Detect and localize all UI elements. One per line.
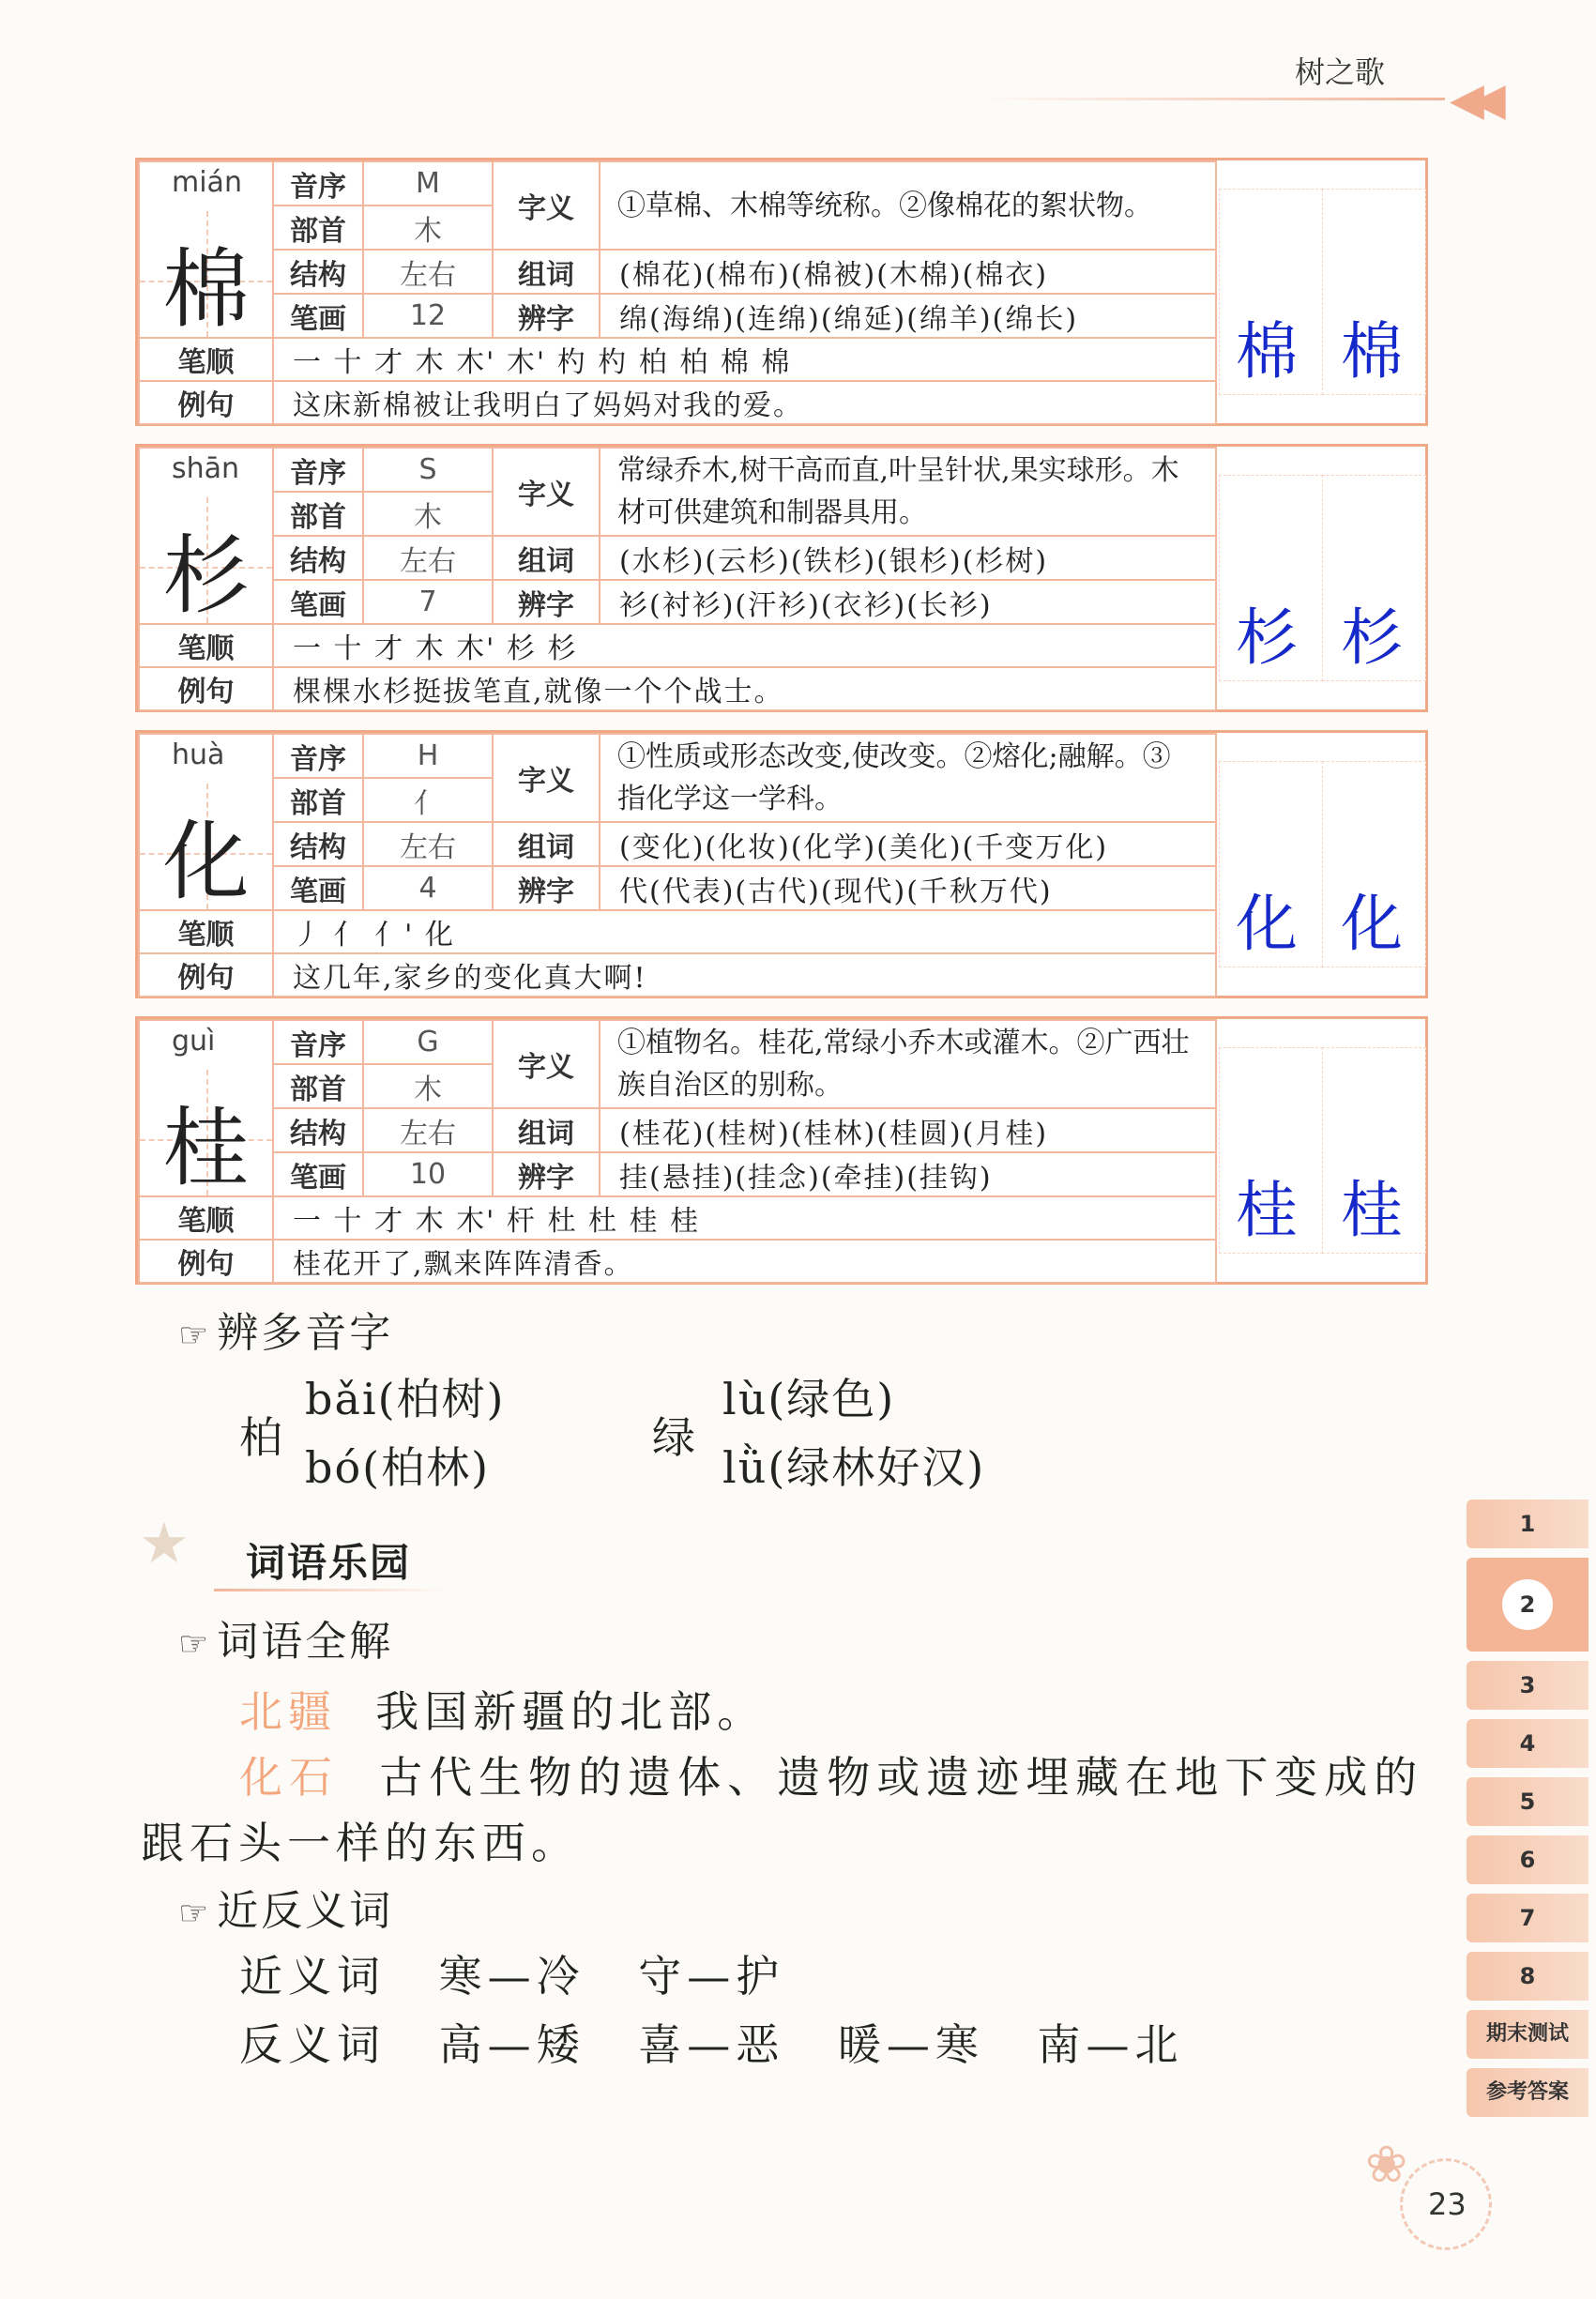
char-card	[135, 730, 1428, 998]
word-pair: 南—北	[1037, 2019, 1184, 2070]
char-table	[138, 1019, 1217, 1284]
definition-text: 古代生物的遗体、遗物或遗迹埋藏在地下变成的	[379, 1752, 1424, 1803]
practice-char: 化	[1341, 888, 1403, 960]
label: 笔顺	[139, 1196, 273, 1240]
char-card	[135, 158, 1428, 426]
char-card	[135, 1016, 1428, 1285]
char-table	[138, 733, 1217, 997]
practice-area	[1217, 1019, 1425, 1282]
definition-1	[239, 1678, 766, 1740]
label: 部首	[273, 492, 363, 536]
label: 部首	[273, 206, 363, 250]
bushou-value: 亻	[363, 778, 493, 822]
section-title: 词语乐园	[246, 1540, 412, 1586]
bihua-value: 4	[363, 866, 493, 910]
stroke-order: 一 十 才 木 木' 杉 杉	[273, 624, 1216, 667]
practice-char: 杉	[1341, 601, 1403, 674]
label: 辨字	[493, 1152, 600, 1196]
zuci: (变化)(化妆)(化学)(美化)(千变万化)	[600, 822, 1216, 866]
word-pair: 寒—冷	[438, 1951, 585, 2002]
bianzi: 绵(海绵)(连绵)(绵延)(绵羊)(绵长)	[600, 294, 1216, 338]
big-char: 化	[162, 812, 250, 912]
label: 组词	[493, 1108, 600, 1152]
pointing-hand-icon: ☞	[178, 1625, 212, 1664]
label: 辨字	[493, 294, 600, 338]
double-arrow-icon: ◀◀	[1450, 73, 1493, 126]
bushou-value: 木	[363, 206, 493, 250]
zuci: (水杉)(云杉)(铁杉)(银杉)(杉树)	[600, 536, 1216, 580]
label: 例句	[139, 953, 273, 997]
practice-char: 桂	[1341, 1174, 1403, 1246]
label: 笔顺	[139, 338, 273, 381]
bihua-value: 7	[363, 580, 493, 624]
example-sentence: 这床新棉被让我明白了妈妈对我的爱。	[273, 381, 1216, 424]
label: 辨字	[493, 580, 600, 624]
yinxu-value: G	[363, 1020, 493, 1064]
label: 组词	[493, 822, 600, 866]
tab-8[interactable]: 8	[1467, 1952, 1588, 2001]
char-cell	[139, 1020, 273, 1196]
word-pair: 暖—寒	[837, 2019, 984, 2070]
word-pair: 高—矮	[438, 2019, 585, 2070]
label: 字义	[493, 161, 600, 250]
practice-char: 化	[1236, 888, 1298, 960]
example-sentence: 桂花开了,飘来阵阵清香。	[273, 1240, 1216, 1283]
label: 部首	[273, 1064, 363, 1108]
page-number: 23	[1428, 2186, 1467, 2222]
stroke-order: 一 十 才 木 木' 杆 杜 杜 桂 桂	[273, 1196, 1216, 1240]
label: 结构	[273, 822, 363, 866]
tab-4[interactable]: 4	[1467, 1719, 1588, 1768]
pinyin: mián	[172, 166, 242, 199]
big-char: 桂	[162, 1098, 250, 1198]
butterfly-icon: ❀	[1365, 2135, 1408, 2194]
label: 例句	[139, 381, 273, 424]
duoyin-reading-2b: lǜ(绿林好汉)	[722, 1442, 986, 1493]
zuci: (桂花)(桂树)(桂林)(桂圆)(月桂)	[600, 1108, 1216, 1152]
label: 音序	[273, 448, 363, 492]
duoyin-reading-1b: bó(柏林)	[305, 1442, 491, 1493]
yinxu-value: S	[363, 448, 493, 492]
label: 笔画	[273, 866, 363, 910]
term: 北疆	[239, 1686, 337, 1737]
label: 字义	[493, 734, 600, 822]
pinyin: huà	[172, 738, 225, 771]
zuci: (棉花)(棉布)(棉被)(木棉)(棉衣)	[600, 250, 1216, 294]
header-rule	[976, 98, 1445, 100]
stroke-order: 一 十 才 木 木' 木' 杓 杓 柏 柏 棉 棉	[273, 338, 1216, 381]
stroke-order: 丿 亻 亻' 化	[273, 910, 1216, 953]
char-card	[135, 444, 1428, 712]
duoyin-reading-1a: bǎi(柏树)	[305, 1374, 506, 1424]
bushou-value: 木	[363, 492, 493, 536]
label: 例句	[139, 1240, 273, 1283]
duoyin-char-2: 绿	[652, 1412, 697, 1463]
practice-char: 棉	[1236, 315, 1298, 388]
bushou-value: 木	[363, 1064, 493, 1108]
bihua-value: 12	[363, 294, 493, 338]
label: 字义	[493, 448, 600, 536]
antonyms-label: 反义词	[239, 2019, 386, 2070]
label: 音序	[273, 161, 363, 206]
duoyin-char-1: 柏	[239, 1412, 284, 1463]
pinyin: guì	[172, 1025, 216, 1058]
term: 化石	[239, 1752, 339, 1803]
practice-area	[1217, 447, 1425, 709]
label: 部首	[273, 778, 363, 822]
practice-area	[1217, 733, 1425, 996]
label: 结构	[273, 250, 363, 294]
tab-5[interactable]: 5	[1467, 1777, 1588, 1826]
example-sentence: 棵棵水杉挺拔笔直,就像一个个战士。	[273, 667, 1216, 710]
label: 结构	[273, 1108, 363, 1152]
pointing-hand-icon: ☞	[178, 1317, 212, 1355]
definition-2	[239, 1743, 1423, 1805]
pointing-hand-icon: ☞	[178, 1895, 212, 1933]
jiegou-value: 左右	[363, 536, 493, 580]
word-pair: 喜—恶	[638, 2019, 785, 2070]
example-sentence: 这几年,家乡的变化真大啊!	[273, 953, 1216, 997]
label: 组词	[493, 536, 600, 580]
definition-text: 我国新疆的北部。	[375, 1686, 767, 1737]
jinfan-heading: ☞ 近反义词	[178, 1887, 394, 1935]
section-rule	[214, 1589, 448, 1591]
label: 组词	[493, 250, 600, 294]
meaning: 常绿乔木,树干高而直,叶呈针状,果实球形。木材可供建筑和制器具用。	[600, 448, 1216, 536]
bihua-value: 10	[363, 1152, 493, 1196]
char-table	[138, 160, 1217, 425]
tab-3[interactable]: 3	[1467, 1661, 1588, 1710]
word-pair: 守—护	[638, 1951, 785, 2002]
label: 笔画	[273, 1152, 363, 1196]
label: 例句	[139, 667, 273, 710]
label: 音序	[273, 734, 363, 778]
label: 结构	[273, 536, 363, 580]
yinxu-value: H	[363, 734, 493, 778]
label: 笔画	[273, 294, 363, 338]
practice-char: 桂	[1236, 1174, 1298, 1246]
bianzi: 衫(衬衫)(汗衫)(衣衫)(长衫)	[600, 580, 1216, 624]
label: 笔顺	[139, 910, 273, 953]
synonyms-label: 近义词	[239, 1951, 386, 2002]
tab-2[interactable]: 2	[1467, 1558, 1588, 1652]
meaning: ①性质或形态改变,使改变。②熔化;融解。③指化学这一学科。	[600, 734, 1216, 822]
duoyin-heading: ☞ 辨多音字	[178, 1309, 394, 1357]
char-cell	[139, 161, 273, 338]
bianzi: 代(代表)(古代)(现代)(千秋万代)	[600, 866, 1216, 910]
practice-char: 杉	[1236, 601, 1298, 674]
label: 笔画	[273, 580, 363, 624]
star-icon: ★	[139, 1511, 190, 1576]
label: 字义	[493, 1020, 600, 1108]
label: 笔顺	[139, 624, 273, 667]
tab-answers[interactable]: 参考答案	[1467, 2068, 1588, 2117]
practice-area	[1217, 160, 1425, 423]
big-char: 棉	[162, 239, 250, 340]
jiegou-value: 左右	[363, 822, 493, 866]
bianzi: 挂(悬挂)(挂念)(牵挂)(挂钩)	[600, 1152, 1216, 1196]
label: 音序	[273, 1020, 363, 1064]
tab-7[interactable]: 7	[1467, 1894, 1588, 1942]
practice-char: 棉	[1341, 315, 1403, 388]
meaning: ①植物名。桂花,常绿小乔木或灌木。②广西壮族自治区的别称。	[600, 1020, 1216, 1108]
antonyms-row	[239, 2011, 1184, 2073]
big-char: 杉	[162, 525, 250, 626]
quanjie-heading: ☞ 词语全解	[178, 1618, 394, 1666]
label: 辨字	[493, 866, 600, 910]
char-cell	[139, 734, 273, 910]
header-title: 树之歌	[1295, 54, 1386, 90]
meaning: ①草棉、木棉等统称。②像棉花的絮状物。	[600, 161, 1216, 250]
jiegou-value: 左右	[363, 250, 493, 294]
duoyin-reading-2a: lù(绿色)	[722, 1374, 896, 1424]
tab-6[interactable]: 6	[1467, 1835, 1588, 1884]
tab-final-test[interactable]: 期末测试	[1467, 2010, 1588, 2059]
definition-2-cont: 跟石头一样的东西。	[141, 1818, 580, 1868]
yinxu-value: M	[363, 161, 493, 206]
synonyms-row	[239, 1942, 784, 2004]
char-table	[138, 447, 1217, 711]
pinyin: shān	[172, 452, 240, 485]
jiegou-value: 左右	[363, 1108, 493, 1152]
char-cell	[139, 448, 273, 624]
tab-1[interactable]: 1	[1467, 1500, 1588, 1548]
